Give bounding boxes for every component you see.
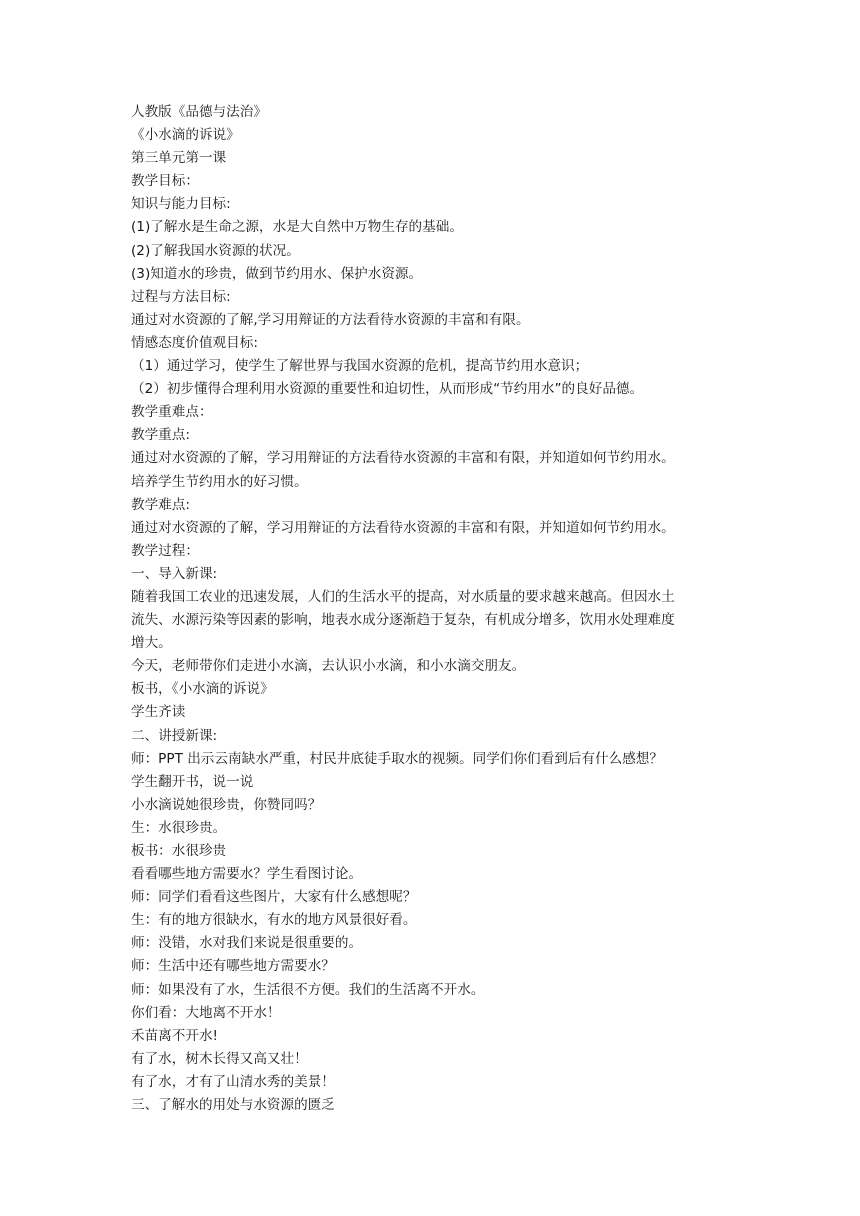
subheading-knowledge: 知识与能力目标: [131,196,231,213]
paragraph-line: 有了水，树木长得又高又壮！ [131,1050,308,1067]
subject-title: 人教版《品德与法治》 [131,104,267,120]
paragraph-line: 你们看：大地离不开水！ [131,1004,281,1021]
paragraph-line: 随着我国工农业的迅速发展，人们的生活水平的提高，对水质量的要求越来越高。但因水土 [131,588,675,605]
document-body [131,101,741,1117]
paragraph-line: 今天，老师带你们走进小水滴，去认识小水滴，和小水滴交朋友。 [131,658,526,675]
step-heading-intro: 一、导入新课: [131,565,218,582]
subheading-values: 情感态度价值观目标: [131,334,258,351]
paragraph-line: 师：如果没有了水，生活很不方便。我们的生活离不开水。 [131,981,485,998]
paragraph-line: 生：水很珍贵。 [131,819,227,836]
paragraph-line: 师：同学们看看这些图片，大家有什么感想呢？ [131,889,417,906]
paragraph-line: 师：PPT 出示云南缺水严重，村民井底徒手取水的视频。同学们你们看到后有什么感想？ [131,750,663,767]
paragraph-line: 培养学生节约用水的好习惯。 [131,473,308,490]
paragraph-line: 增大。 [131,635,172,652]
paragraph-line: 禾苗离不开水! [131,1027,219,1044]
paragraph-line: 通过对水资源的了解,学习用辩证的方法看待水资源的丰富和有限。 [131,311,530,328]
step-heading-water-uses: 三、了解水的用处与水资源的匮乏 [131,1097,335,1114]
step-heading-new-lesson: 二、讲授新课: [131,727,218,744]
unit-label: 第三单元第一课 [131,150,227,167]
section-heading-process: 教学过程： [131,542,199,559]
paragraph-line: 师：生活中还有哪些地方需要水？ [131,958,335,975]
paragraph-line: 学生翻开书，说一说 [131,773,254,790]
subheading-focus: 教学重点: [131,427,190,444]
paragraph-line: （1）通过学习，使学生了解世界与我国水资源的危机，提高节约用水意识； [131,358,589,375]
section-heading-key-points: 教学重难点： [131,404,213,421]
section-heading-objectives: 教学目标： [131,173,199,190]
paragraph-line: 有了水，才有了山清水秀的美景！ [131,1073,335,1090]
lesson-title: 《小水滴的诉说》 [131,127,240,144]
paragraph-line: 看看哪些地方需要水？学生看图讨论。 [131,866,363,883]
subheading-process: 过程与方法目标: [131,288,231,305]
paragraph-line: (3)知道水的珍贵，做到节约用水、保护水资源。 [131,265,423,282]
paragraph-line: 通过对水资源的了解，学习用辩证的方法看待水资源的丰富和有限，并知道如何节约用水。 [131,519,675,536]
paragraph-line: (1)了解水是生命之源，水是大自然中万物生存的基础。 [131,219,463,236]
paragraph-line: 流失、水源污染等因素的影响，地表水成分逐渐趋于复杂，有机成分增多，饮用水处理难度 [131,612,675,629]
paragraph-line: 通过对水资源的了解，学习用辩证的方法看待水资源的丰富和有限，并知道如何节约用水。 [131,450,675,467]
subheading-difficulty: 教学难点: [131,496,190,513]
paragraph-line: 师：没错，水对我们来说是很重要的。 [131,935,363,952]
paragraph-line: (2)了解我国水资源的状况。 [131,242,300,259]
paragraph-line: 板书，《小水滴的诉说》 [131,681,274,698]
paragraph-line: 板书：水很珍贵 [131,843,227,859]
paragraph-line: 学生齐读 [131,704,186,721]
paragraph-line: 小水滴说她很珍贵，你赞同吗？ [131,796,322,813]
paragraph-line: 生：有的地方很缺水，有水的地方风景很好看。 [131,912,417,929]
paragraph-line: （2）初步懂得合理利用水资源的重要性和迫切性，从而形成“节约用水”的良好品德。 [131,381,644,398]
